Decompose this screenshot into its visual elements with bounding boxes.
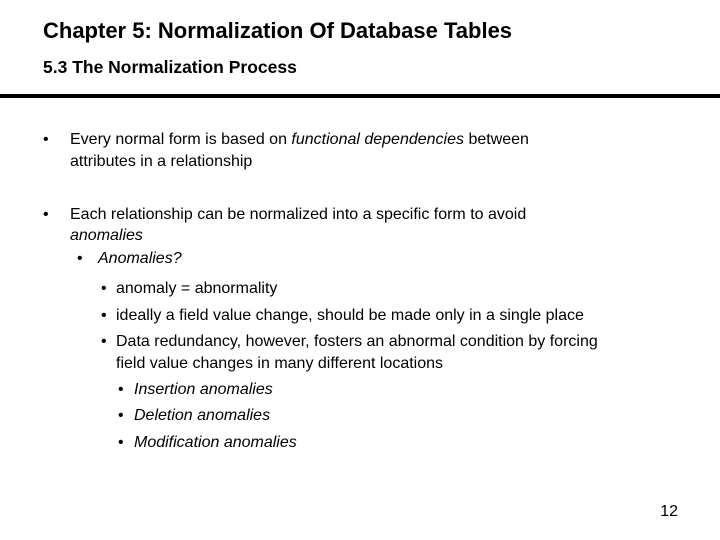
- anomalies-heading: Anomalies?: [98, 250, 182, 267]
- redundancy-line-2: field value changes in many different locations: [116, 355, 444, 372]
- bullet-icon: •: [101, 333, 107, 350]
- bullet-1-text-b: between: [464, 131, 529, 148]
- list-item: Modification anomalies: [134, 434, 297, 451]
- bullet-icon: •: [77, 250, 83, 267]
- list-item: ideally a field value change, should be made only in a single place: [116, 307, 584, 324]
- bullet-icon: •: [43, 206, 49, 223]
- header-divider: [0, 94, 720, 98]
- list-item: Deletion anomalies: [134, 407, 271, 424]
- page-number: 12: [660, 503, 678, 520]
- bullet-1-line-1: [70, 130, 529, 150]
- bullet-1-text-a: Every normal form is based on: [70, 131, 292, 148]
- bullet-icon: •: [118, 434, 124, 451]
- slide-title: Chapter 5: Normalization Of Database Tables: [43, 18, 513, 43]
- bullet-icon: •: [118, 407, 124, 424]
- bullet-1-line-2: attributes in a relationship: [70, 153, 253, 170]
- bullet-icon: •: [43, 131, 49, 148]
- bullet-icon: •: [101, 307, 107, 324]
- bullet-1-emphasis: functional dependencies: [291, 131, 464, 148]
- list-item: Insertion anomalies: [134, 381, 273, 398]
- bullet-2-emphasis: anomalies: [70, 227, 143, 244]
- slide-subtitle: 5.3 The Normalization Process: [43, 57, 297, 77]
- list-item: anomaly = abnormality: [116, 280, 278, 297]
- bullet-icon: •: [101, 280, 107, 297]
- redundancy-line-1: Data redundancy, however, fosters an abnormal condition by forcing: [116, 333, 598, 350]
- bullet-icon: •: [118, 381, 124, 398]
- bullet-2-line-1: Each relationship can be normalized into a specific form to avoid: [70, 206, 527, 223]
